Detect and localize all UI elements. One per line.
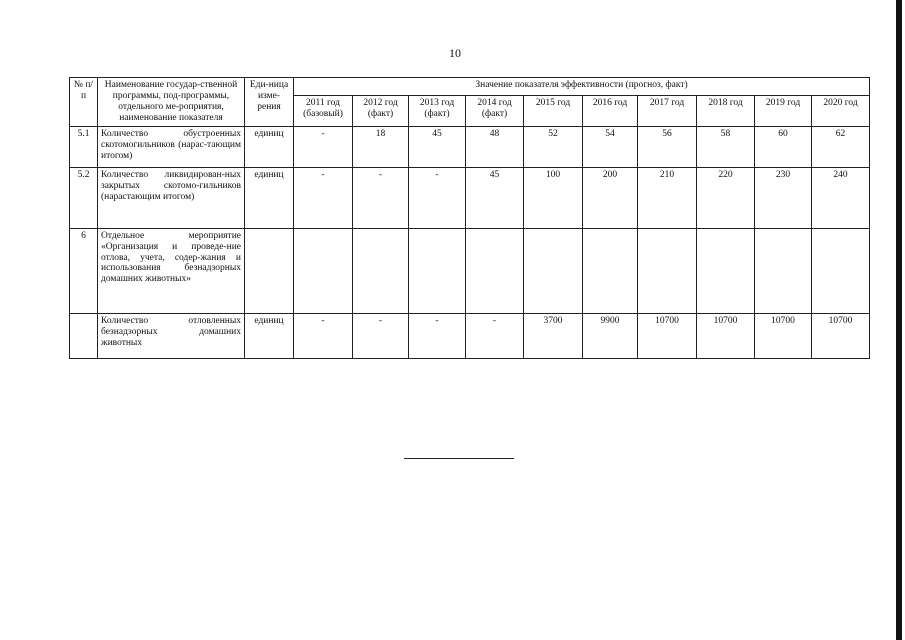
- row-name: Отдельное мероприятие «Организация и проведе-ние отлова, учета, содер-жания и использования безнадзорных домашних животных»: [98, 228, 245, 313]
- table-row: [70, 228, 870, 313]
- row-value: [524, 228, 583, 313]
- row-value: -: [466, 313, 524, 358]
- row-value: [409, 228, 466, 313]
- row-value: 58: [697, 126, 755, 167]
- row-value: 10700: [812, 313, 870, 358]
- header-year: 2015 год: [524, 96, 583, 127]
- row-value: 48: [466, 126, 524, 167]
- header-year: 2016 год: [583, 96, 638, 127]
- header-values-group: Значение показателя эффективности (прогноз, факт): [294, 78, 870, 96]
- row-value: 100: [524, 167, 583, 228]
- row-value: -: [409, 313, 466, 358]
- footer-separator-line: [404, 458, 514, 459]
- row-value: -: [294, 167, 353, 228]
- row-value: 9900: [583, 313, 638, 358]
- row-unit: единиц: [245, 313, 294, 358]
- row-num: 6: [70, 228, 98, 313]
- row-num: 5.2: [70, 167, 98, 228]
- row-value: -: [294, 313, 353, 358]
- header-year: 2018 год: [697, 96, 755, 127]
- row-value: 18: [353, 126, 409, 167]
- header-year: 2013 год (факт): [409, 96, 466, 127]
- row-value: 240: [812, 167, 870, 228]
- row-value: [294, 228, 353, 313]
- header-year: 2020 год: [812, 96, 870, 127]
- row-value: [755, 228, 812, 313]
- row-value: 230: [755, 167, 812, 228]
- row-value: 10700: [755, 313, 812, 358]
- row-value: 56: [638, 126, 697, 167]
- row-name: Количество обустроенных скотомогильников (нарас-тающим итогом): [98, 126, 245, 167]
- row-value: 3700: [524, 313, 583, 358]
- row-value: 210: [638, 167, 697, 228]
- row-unit: [245, 228, 294, 313]
- row-value: [466, 228, 524, 313]
- row-value: -: [353, 167, 409, 228]
- row-value: 62: [812, 126, 870, 167]
- header-num: № п/п: [70, 78, 98, 127]
- row-value: 200: [583, 167, 638, 228]
- row-value: 60: [755, 126, 812, 167]
- row-value: 10700: [638, 313, 697, 358]
- row-num: 5.1: [70, 126, 98, 167]
- row-value: [353, 228, 409, 313]
- row-unit: единиц: [245, 126, 294, 167]
- row-value: 45: [409, 126, 466, 167]
- row-value: 10700: [697, 313, 755, 358]
- header-year: 2011 год (базовый): [294, 96, 353, 127]
- row-value: -: [353, 313, 409, 358]
- page-number: 10: [449, 46, 461, 60]
- row-name: Количество ликвидирован-ных закрытых скотомо-гильников (нарастающим итогом): [98, 167, 245, 228]
- header-row-1: [70, 78, 870, 96]
- row-value: [812, 228, 870, 313]
- scan-edge-border: [896, 0, 902, 640]
- header-year: 2012 год (факт): [353, 96, 409, 127]
- table-row: [70, 126, 870, 167]
- row-value: [697, 228, 755, 313]
- header-year: 2014 год (факт): [466, 96, 524, 127]
- header-year: 2019 год: [755, 96, 812, 127]
- row-value: [583, 228, 638, 313]
- row-value: 52: [524, 126, 583, 167]
- row-value: 54: [583, 126, 638, 167]
- row-num: [70, 313, 98, 358]
- header-year: 2017 год: [638, 96, 697, 127]
- row-unit: единиц: [245, 167, 294, 228]
- efficiency-indicators-table: [69, 77, 870, 359]
- row-value: 220: [697, 167, 755, 228]
- row-value: -: [409, 167, 466, 228]
- header-unit: Еди-ница изме-рения: [245, 78, 294, 127]
- table-row: [70, 167, 870, 228]
- header-name: Наименование государ-ственной программы, под-программы, отдельного ме-роприятия, наименование показателя: [98, 78, 245, 127]
- row-value: [638, 228, 697, 313]
- row-name: Количество отловленных безнадзорных домашних животных: [98, 313, 245, 358]
- row-value: 45: [466, 167, 524, 228]
- table-row: [70, 313, 870, 358]
- row-value: -: [294, 126, 353, 167]
